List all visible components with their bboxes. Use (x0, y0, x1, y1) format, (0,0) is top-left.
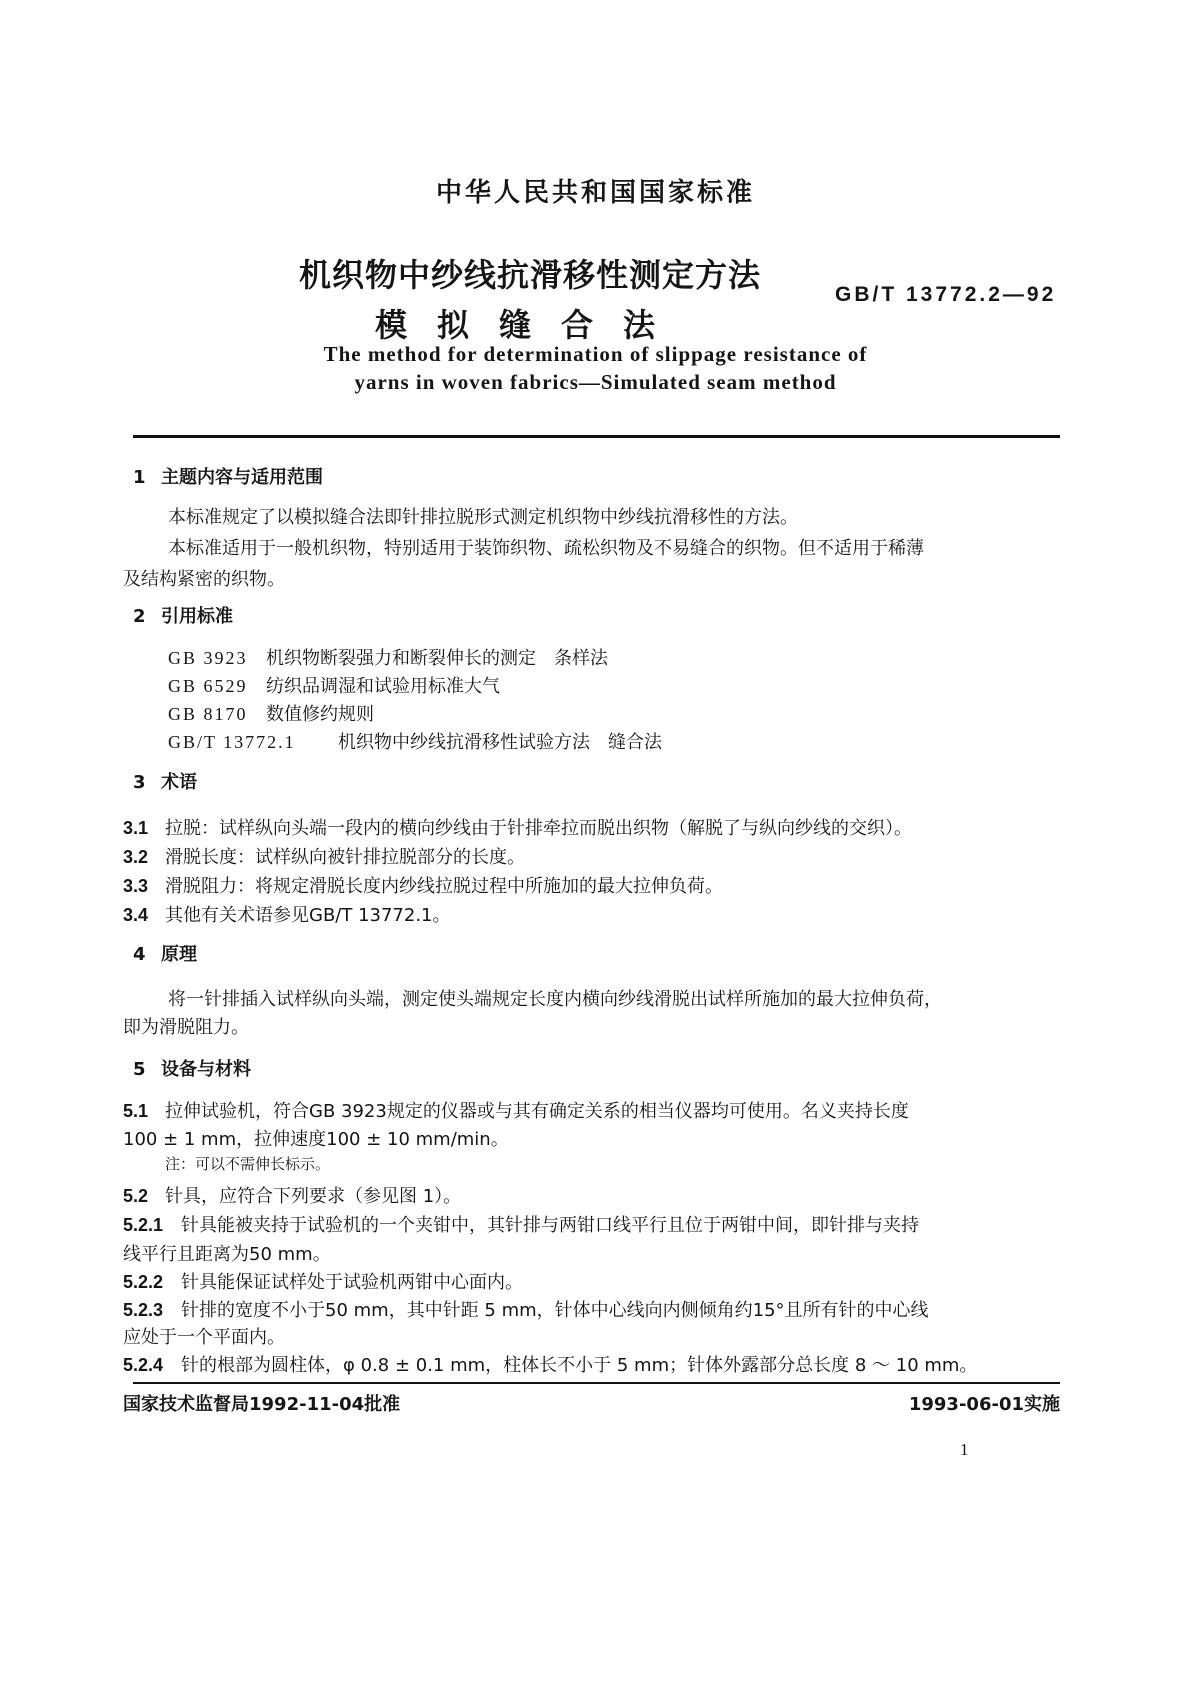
note: 注：可以不需伸长标示。 (165, 1155, 331, 1173)
clause-5-2-3-cont: 应处于一个平面内。 (123, 1327, 285, 1348)
clause-number: 3.1 (123, 818, 149, 838)
section-1-paragraph-2: 本标准适用于一般机织物，特别适用于装饰织物、疏松织物及不易缝合的织物。但不适用于稀薄 (168, 538, 924, 559)
term-item (123, 901, 451, 927)
reference-title: 数值修约规则 (266, 704, 374, 725)
clause-5-1 (123, 1097, 909, 1123)
reference-item (168, 728, 662, 754)
reference-code: GB 3923 (168, 648, 248, 668)
reference-item (168, 644, 608, 670)
section-3-title: 术语 (161, 772, 197, 793)
section-3-number: 3 (133, 772, 146, 793)
section-2-heading (133, 602, 233, 628)
reference-title: 机织物中纱线抗滑移性试验方法 缝合法 (338, 732, 662, 753)
effective-date: 1993-06-01实施 (908, 1394, 1060, 1415)
clause-5-2-2 (123, 1268, 523, 1294)
clause-text: 针的根部为圆柱体，φ 0.8 ± 0.1 mm，柱体长不小于 5 mm；针体外露部分总长度 8 ～ 10 mm。 (181, 1355, 978, 1376)
section-4-heading (133, 940, 197, 966)
section-4-title: 原理 (161, 944, 197, 965)
clause-number: 5.1 (123, 1101, 149, 1121)
section-1-paragraph-2-cont: 及结构紧密的织物。 (123, 569, 285, 590)
clause-5-2-1-cont: 线平行且距离为50 mm。 (123, 1244, 331, 1265)
term-item (123, 872, 723, 898)
section-5-heading (133, 1055, 251, 1081)
reference-code: GB/T 13772.1 (168, 732, 296, 752)
section-3-heading (133, 768, 197, 794)
clause-number: 3.2 (123, 847, 149, 867)
section-4-paragraph-cont: 即为滑脱阻力。 (123, 1017, 249, 1038)
clause-text: 拉伸试验机，符合GB 3923规定的仪器或与其有确定关系的相当仪器均可使用。名义夹持长度 (165, 1101, 909, 1122)
clause-text: 针具能保证试样处于试验机两钳中心面内。 (181, 1272, 523, 1293)
footer-rule (133, 1382, 1060, 1384)
section-1-title: 主题内容与适用范围 (161, 467, 323, 488)
clause-text: 针具，应符合下列要求（参见图 1）。 (165, 1186, 462, 1207)
page-number: 1 (960, 1440, 969, 1459)
section-4-number: 4 (133, 944, 146, 965)
section-1-heading (133, 463, 323, 489)
clause-text: 针具能被夹持于试验机的一个夹钳中，其针排与两钳口线平行且位于两钳中间，即针排与夹持 (181, 1215, 919, 1236)
standard-code: GB/T 13772.2—92 (835, 283, 1057, 306)
clause-5-2-3 (123, 1296, 929, 1322)
term-text: 滑脱阻力：将规定滑脱长度内纱线拉脱过程中所施加的最大拉伸负荷。 (165, 876, 723, 897)
section-5-title: 设备与材料 (161, 1059, 251, 1080)
clause-number: 3.4 (123, 905, 149, 925)
clause-text: 针排的宽度不小于50 mm，其中针距 5 mm，针体中心线向内侧倾角约15°且所有针的中心线 (181, 1300, 929, 1321)
issuing-body: 中华人民共和国国家标准 (435, 178, 755, 208)
reference-item (168, 700, 374, 726)
title-en-line-1: The method for determination of slippage resistance of (323, 342, 868, 366)
clause-number: 5.2.3 (123, 1300, 164, 1320)
term-text: 其他有关术语参见GB/T 13772.1。 (165, 905, 451, 926)
reference-code: GB 8170 (168, 704, 248, 724)
section-5-number: 5 (133, 1059, 146, 1080)
title-zh-line-1: 机织物中纱线抗滑移性测定方法 (298, 256, 761, 294)
clause-number: 5.2 (123, 1186, 149, 1206)
section-2-number: 2 (133, 606, 146, 627)
clause-number: 5.2.4 (123, 1355, 164, 1375)
clause-5-2-4 (123, 1351, 977, 1377)
term-item (123, 814, 912, 840)
reference-item (168, 672, 500, 698)
clause-number: 5.2.2 (123, 1272, 164, 1292)
term-item (123, 843, 525, 869)
section-4-paragraph: 将一针排插入试样纵向头端，测定使头端规定长度内横向纱线滑脱出试样所施加的最大拉伸负荷， (168, 989, 942, 1010)
term-text: 滑脱长度：试样纵向被针排拉脱部分的长度。 (165, 847, 525, 868)
header-rule (133, 435, 1060, 438)
section-1-paragraph-1: 本标准规定了以模拟缝合法即针排拉脱形式测定机织物中纱线抗滑移性的方法。 (168, 507, 798, 528)
clause-5-1-cont: 100 ± 1 mm，拉伸速度100 ± 10 mm/min。 (123, 1129, 509, 1150)
clause-number: 3.3 (123, 876, 149, 896)
clause-number: 5.2.1 (123, 1215, 164, 1235)
term-text: 拉脱：试样纵向头端一段内的横向纱线由于针排牵拉而脱出织物（解脱了与纵向纱线的交织）。 (165, 818, 912, 839)
reference-title: 纺织品调湿和试验用标准大气 (266, 676, 500, 697)
clause-5-2 (123, 1182, 461, 1208)
clause-5-2-1 (123, 1211, 919, 1237)
section-2-title: 引用标准 (161, 606, 233, 627)
section-1-number: 1 (133, 467, 146, 488)
title-zh-line-2: 模拟缝合法 (374, 306, 685, 344)
title-en-line-2: yarns in woven fabrics—Simulated seam method (354, 370, 837, 394)
reference-title: 机织物断裂强力和断裂伸长的测定 条样法 (266, 648, 608, 669)
approval-date: 国家技术监督局1992-11-04批准 (123, 1394, 401, 1415)
reference-code: GB 6529 (168, 676, 248, 696)
